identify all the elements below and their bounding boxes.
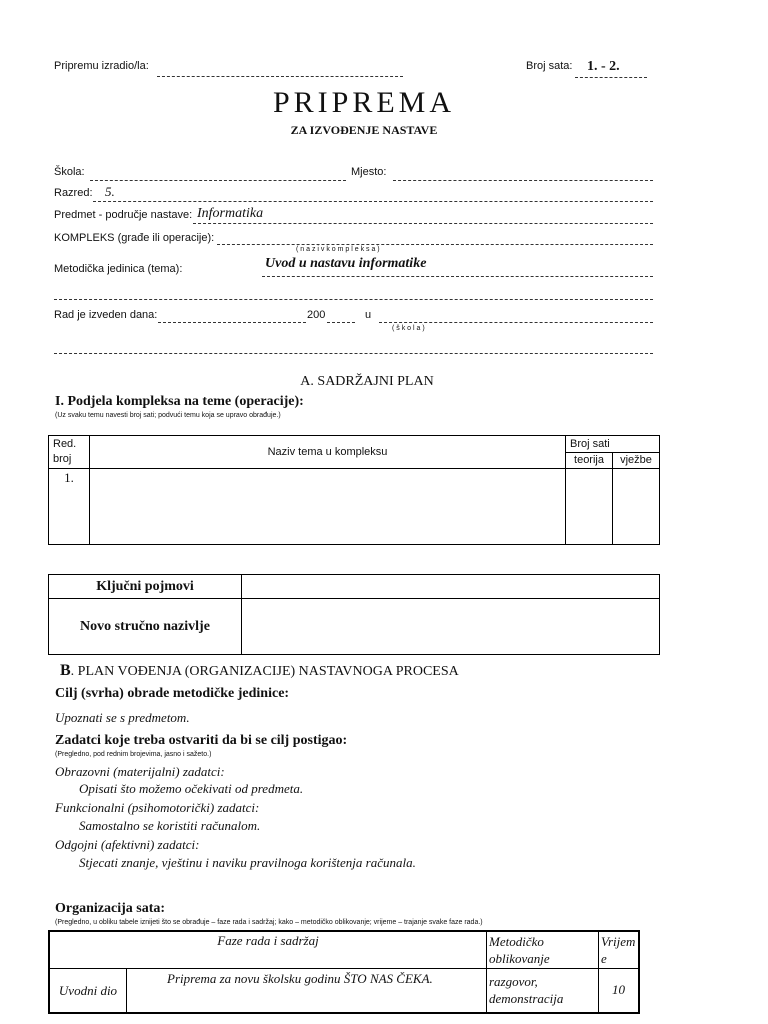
complex-field[interactable]	[217, 244, 653, 245]
class-value: 5.	[105, 184, 115, 199]
new-terms-label: Novo stručno nazivlje	[49, 599, 242, 655]
page-subtitle: ZA IZVOĐENJE NASTAVE	[290, 123, 438, 137]
prepared-by-line[interactable]	[157, 76, 403, 77]
col-method-header: Metodičko oblikovanje	[487, 931, 599, 969]
row-theory-cell[interactable]	[566, 469, 613, 545]
section-a-title: A. SADRŽAJNI PLAN	[300, 374, 434, 389]
unit-label: Metodička jedinica (tema):	[54, 263, 183, 275]
key-terms-label: Ključni pojmovi	[49, 575, 242, 599]
complex-label: KOMPLEKS (građe ili operacije):	[54, 232, 215, 244]
year-field[interactable]	[327, 322, 355, 323]
time-cell: 10	[599, 969, 640, 1013]
phase-cell: Uvodni dio	[49, 969, 127, 1013]
organization-table	[48, 930, 640, 1014]
tasks-heading: Zadatci koje treba ostvariti da bi se cilj postigao:	[55, 733, 348, 748]
school-field[interactable]	[90, 180, 346, 181]
task-text: Stjecati znanje, vještinu i naviku pravilnoga korištenja računala.	[79, 855, 416, 870]
subject-field[interactable]	[193, 223, 653, 224]
subject-value: Informatika	[197, 206, 264, 221]
task-text: Opisati što možemo očekivati od predmeta.	[79, 781, 304, 796]
unit-field[interactable]	[262, 276, 653, 277]
section-b-title	[60, 662, 459, 680]
in-label: u	[365, 309, 372, 321]
content-cell: Priprema za novu školsku godinu ŠTO NAS ČEKA.	[127, 969, 487, 1013]
col-time-header: Vrijeme	[599, 931, 640, 969]
class-field[interactable]	[93, 201, 653, 202]
tasks-note: (Pregledno, pod rednim brojevima, jasno i sažeto.)	[55, 751, 212, 758]
goal-text: Upoznati se s predmetom.	[55, 710, 190, 725]
class-label: Razred:	[54, 187, 93, 199]
section-a-note: (Uz svaku temu navesti broj sati; podvući temu koja se upravo obrađuje.)	[55, 412, 281, 419]
org-heading: Organizacija sata:	[55, 901, 166, 916]
section-a-heading: I. Podjela kompleksa na teme (operacije):	[55, 394, 304, 409]
place-of-school-field[interactable]	[379, 322, 653, 323]
lesson-number-value: 1. - 2.	[587, 59, 620, 74]
unit-continuation-line[interactable]	[54, 299, 653, 300]
task-text: Samostalno se koristiti računalom.	[79, 818, 261, 833]
date-label: Rad je izveden dana:	[54, 309, 158, 321]
place-field[interactable]	[393, 180, 653, 181]
page-title: PRIPREMA	[272, 86, 456, 119]
table-row	[49, 969, 639, 1013]
task-label: Odgojni (afektivni) zadatci:	[55, 837, 200, 852]
terms-table	[48, 574, 660, 655]
lesson-number-label: Broj sata:	[526, 60, 573, 72]
method-cell: razgovor, demonstracija	[487, 969, 599, 1013]
year-prefix: 200	[307, 309, 326, 321]
task-label: Funkcionalni (psihomotorički) zadatci:	[55, 800, 260, 815]
place-label: Mjesto:	[351, 166, 387, 178]
table-row	[49, 469, 660, 545]
complex-caption: ( n a z i v k o m p l e k s a )	[296, 246, 380, 253]
col-hours-header: Broj sati	[566, 436, 660, 453]
col-exercise-header: vježbe	[613, 452, 660, 469]
col-theory-header: teorija	[566, 452, 613, 469]
separator-line	[54, 353, 653, 354]
goal-heading: Cilj (svrha) obrade metodičke jedinice:	[55, 686, 290, 701]
section-b-title-text: . PLAN VOĐENJA (ORGANIZACIJE) NASTAVNOGA PROCESA	[70, 664, 459, 679]
col-phases-header: Faze rada i sadržaj	[49, 931, 487, 969]
new-terms-cell[interactable]	[242, 599, 660, 655]
subject-label: Predmet - područje nastave:	[54, 209, 193, 221]
lesson-number-line	[575, 77, 647, 78]
row-no: 1.	[49, 469, 90, 545]
row-topic-cell[interactable]	[90, 469, 566, 545]
section-b-letter: B	[60, 662, 71, 679]
col-no-header: Red. broj	[49, 436, 90, 469]
school-caption: ( š k o l a )	[392, 325, 425, 332]
col-topic-header: Naziv tema u kompleksu	[90, 436, 566, 469]
key-terms-cell[interactable]	[242, 575, 660, 599]
date-field[interactable]	[158, 322, 306, 323]
unit-value: Uvod u nastavu informatike	[265, 256, 427, 271]
topics-table	[48, 435, 660, 545]
prepared-by-label: Pripremu izradio/la:	[54, 60, 149, 72]
org-note: (Pregledno, u obliku tabele iznijeti što se obrađuje – faze rada i sadržaj; kako – metodičko oblikovanje; vrijeme – trajanje svake faze rada.)	[55, 919, 483, 926]
task-label: Obrazovni (materijalni) zadatci:	[55, 764, 225, 779]
school-label: Škola:	[54, 166, 85, 178]
row-exercise-cell[interactable]	[613, 469, 660, 545]
